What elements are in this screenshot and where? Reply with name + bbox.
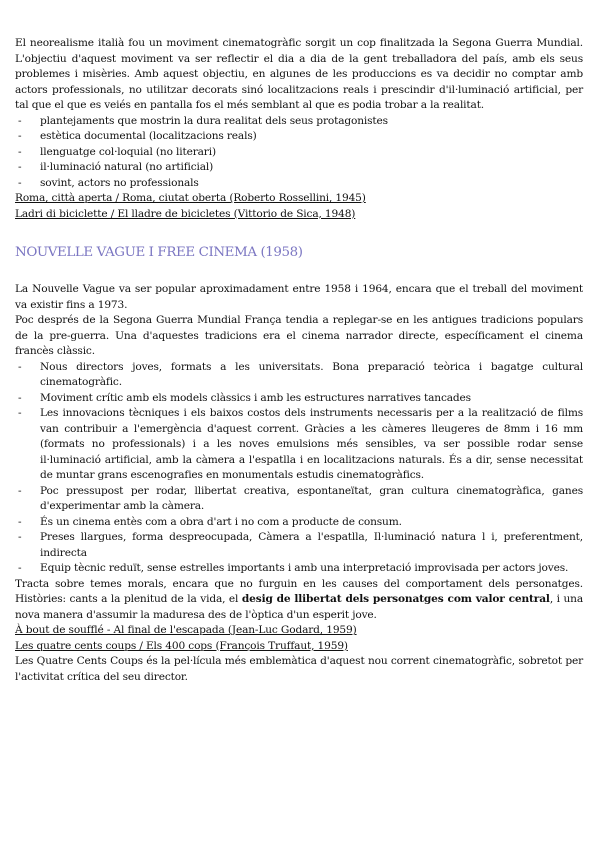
dash-bullet: - [18,562,22,574]
list-item: - Preses llargues, forma despreocupada, Càmera a l'espatlla, Il·luminació natura l i, preferentment, indirecta [18,531,583,559]
neorealism-features-list [15,114,583,192]
list-item: - il·luminació natural (no artificial) [15,160,583,176]
themes-emphasis: desig de llibertat dels personatges com valor central [241,593,550,605]
nouvelle-vague-film-1: À bout de soufflé - Al final de l'escapada (Jean-Luc Godard, 1959) [15,624,357,636]
list-item: - estètica documental (localitzacions reals) [15,129,583,145]
dash-bullet: - [18,391,22,404]
dash-bullet: - [18,145,22,158]
nouvelle-vague-closing: Les Quatre Cents Coups és la pel·lícula més emblemàtica d'aquest nou corrent cinematogràfic, sobretot per l'activitat crítica del seu director. [15,655,583,683]
nouvelle-vague-film-2: Les quatre cents coups / Els 400 cops (François Truffaut, 1959) [15,639,348,652]
nouvelle-vague-para-1: La Nouvelle Vague va ser popular aproximadament entre 1958 i 1964, encara que el treball del moviment va existir fins a 1973. [15,283,583,311]
dash-bullet: - [18,176,22,189]
dash-bullet: - [18,407,22,419]
list-item: - És un cinema entès com a obra d'art i no com a producte de consum. [15,515,583,531]
list-item: - Les innovacions tècniques i els baixos costos dels instruments necessaris per a la realització de films van contribuir a l'emergència d'aquest corrent. Gràcies a les càmeres lleugeres de 8mm i 16 mm (formats no professionals) i a les noves emulsions més sensibles, va ser possible rodar sense il·luminació artificial, amb la càmera a l'espatlla i en localitzacions naturals. És a dir, sense necessitat de muntar grans escenografies en monumentals estudis cinematogràfics. [18,407,583,481]
dash-bullet: - [18,114,22,127]
dash-bullet: - [18,161,22,173]
list-item: - Moviment crític amb els models clàssics i amb les estructures narratives tancades [15,391,583,407]
list-item: - Equip tècnic reduït, sense estrelles importants i amb una interpretació improvisada per actors joves. [15,561,583,577]
dash-bullet: - [18,130,22,142]
nouvelle-vague-features-list [15,360,583,577]
list-item: - Poc pressupost per rodar, llibertat creativa, espontaneïtat, gran cultura cinematogràfica, ganes d'experimentar amb la càmera. [18,484,583,512]
section-heading-nouvelle-vague: NOUVELLE VAGUE I FREE CINEMA (1958) [15,245,303,260]
neorealism-film-1: Roma, città aperta / Roma, ciutat oberta (Roberto Rossellini, 1945) [15,192,366,204]
list-item: - llenguatge col·loquial (no literari) [15,145,583,161]
neorealism-film-2: Ladri di biciclette / El lladre de bicicletes (Vittorio de Sica, 1948) [15,207,356,220]
dash-bullet: - [18,515,22,528]
list-item: - sovint, actors no professionals [15,176,583,192]
dash-bullet: - [18,360,22,373]
nouvelle-vague-para-2: Poc després de la Segona Guerra Mundial França tendia a replegar-se en les antigues tradicions populars de la pre-guerra. Una d'aquestes tradicions era el cinema narrador directe, específicament el cinema francès clàssic. [15,314,583,357]
list-item: - plantejaments que mostrin la dura realitat dels seus protagonistes [15,114,583,130]
dash-bullet: - [18,531,22,543]
list-item: - Nous directors joves, formats a les universitats. Bona preparació teòrica i bagatge cultural cinematogràfic. [18,360,583,388]
dash-bullet: - [18,484,22,497]
nouvelle-vague-themes: Tracta sobre temes morals, encara que no furguin en les causes del comportament dels personatges. Històries: cants a la plenitud de la vida, el desig de llibertat dels personatges com valor central, i una nova manera d'assumir la maduresa des de l'òptica d'un esperit jove. [15,577,583,621]
neorealism-intro: El neorealisme italià fou un moviment cinematogràfic sorgit un cop finalitzada la Segona Guerra Mundial. L'objectiu d'aquest moviment va ser reflectir el dia a dia de la gent treballadora del país, amb els seus problemes i misèries. Amb aquest objectiu, en algunes de les produccions es va decidir no comptar amb actors professionals, no utilitzar decorats sinó localitzacions reals i prescindir d'il·luminació artificial, per tal que el que es veiés en pantalla fos el més semblant al que es podia trobar a la realitat. [15,37,583,111]
document-page [15,36,583,685]
